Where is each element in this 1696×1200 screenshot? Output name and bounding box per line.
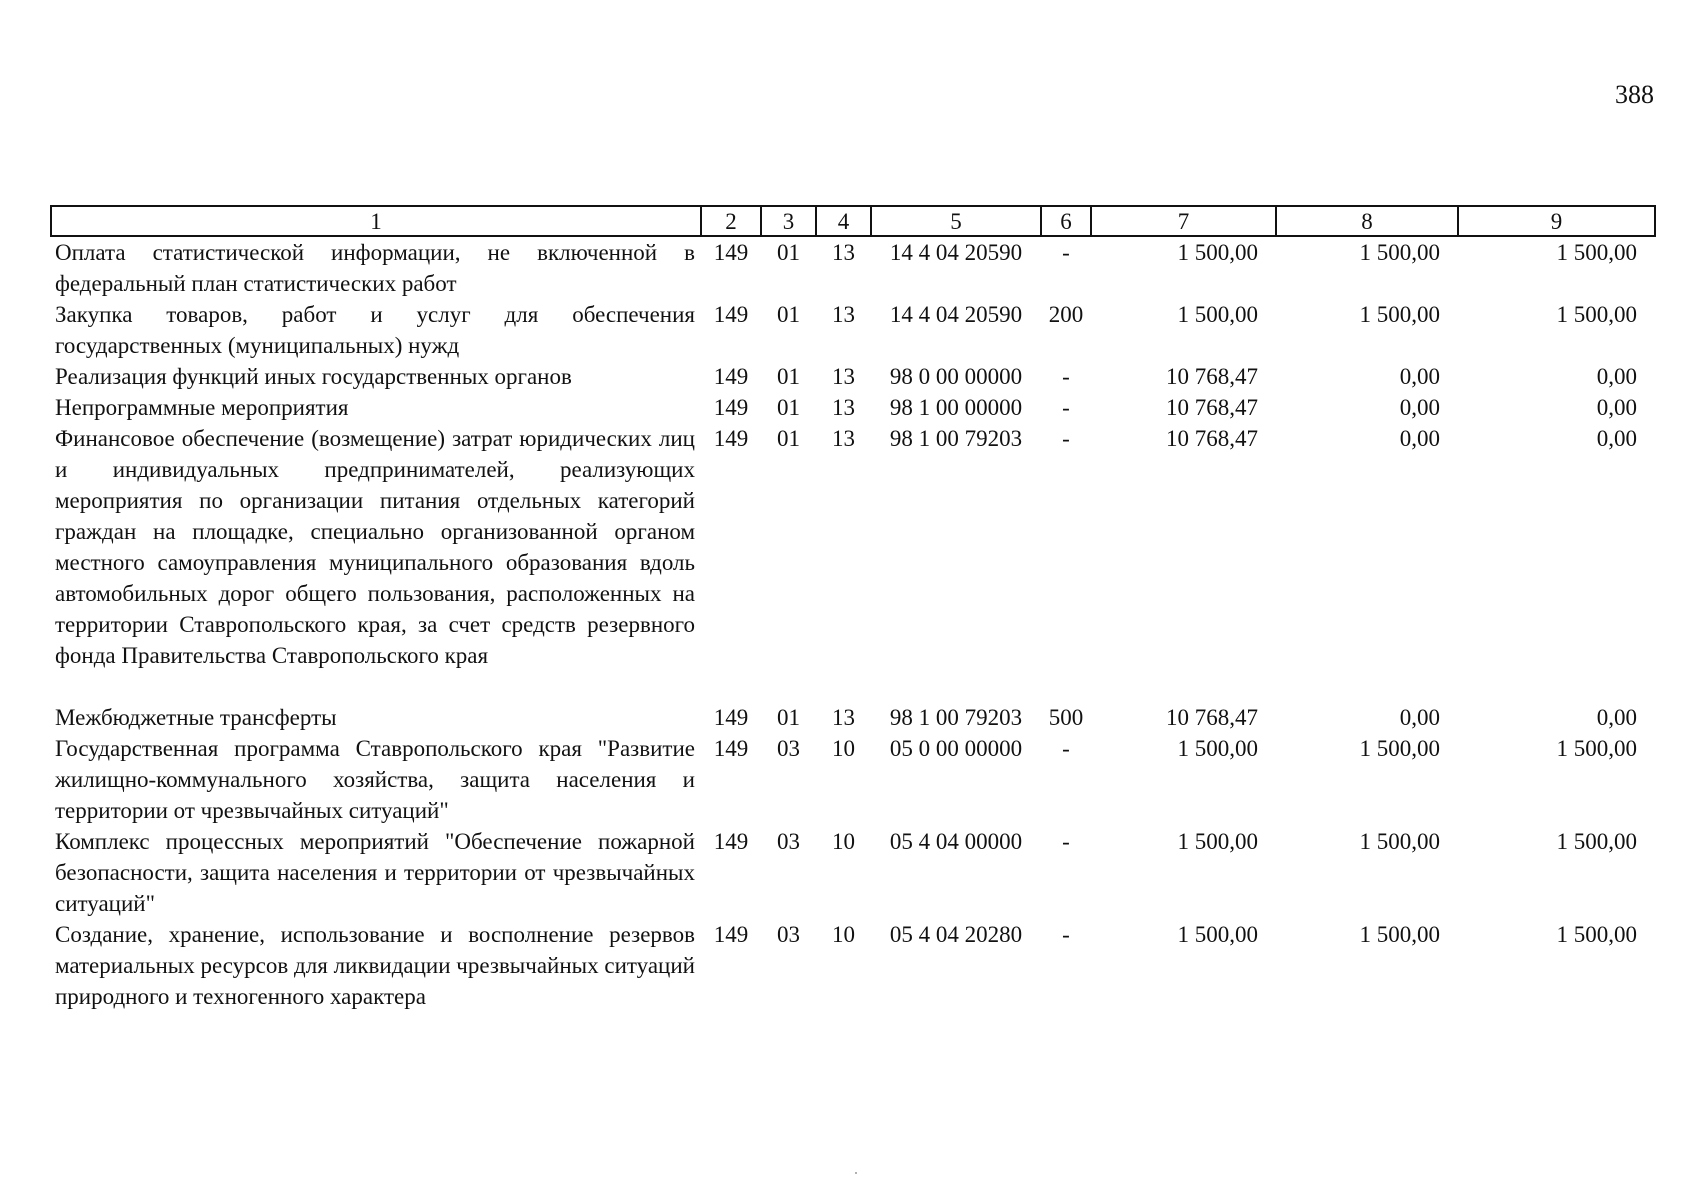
cell-target-article: 98 1 00 00000 [889,395,1023,420]
cell-section: 01 [777,302,800,327]
cell-amount-col7: 10 768,47 [1166,364,1258,389]
cell-admin-code: 149 [713,829,749,854]
cell-target-article: 05 4 04 20280 [889,922,1023,947]
table-row [51,392,1655,423]
cell-subsection: 10 [832,922,855,947]
table-row [51,919,1655,1012]
cell-admin-code: 149 [713,922,749,947]
cell-section: 03 [777,922,800,947]
cell-amount-col8: 1 500,00 [1359,302,1440,327]
cell-section: 01 [777,426,800,451]
cell-amount-col9: 1 500,00 [1556,922,1637,947]
cell-amount-col9: 1 500,00 [1556,736,1637,761]
cell-amount-col8: 1 500,00 [1359,829,1440,854]
row-name: Оплата статистической информации, не включенной в федеральный план статистических работ [55,240,695,296]
page-number: 388 [1615,80,1654,109]
cell-amount-col9: 1 500,00 [1556,829,1637,854]
cell-expense-type: - [1062,364,1070,389]
cell-amount-col7: 1 500,00 [1177,736,1258,761]
cell-amount-col9: 0,00 [1596,395,1637,420]
cell-amount-col7: 1 500,00 [1177,829,1258,854]
cell-target-article: 05 0 00 00000 [889,736,1023,761]
cell-amount-col8: 1 500,00 [1359,240,1440,265]
cell-amount-col9: 0,00 [1596,426,1637,451]
cell-subsection: 10 [832,829,855,854]
cell-target-article: 98 1 00 79203 [889,426,1023,451]
cell-expense-type: 500 [1048,705,1084,730]
cell-section: 01 [777,240,800,265]
cell-amount-col9: 0,00 [1596,364,1637,389]
table-row [51,702,1655,733]
table-row [51,299,1655,361]
cell-expense-type: - [1062,395,1070,420]
cell-admin-code: 149 [713,426,749,451]
cell-admin-code: 149 [713,302,749,327]
cell-admin-code: 149 [713,364,749,389]
row-name: Создание, хранение, использование и восполнение резервов материальных ресурсов для ликвидации чрезвычайных ситуаций природного и техногенного характера [55,922,695,1009]
table-row [51,826,1655,919]
cell-amount-col7: 1 500,00 [1177,240,1258,265]
cell-amount-col8: 0,00 [1399,426,1440,451]
cell-amount-col9: 0,00 [1596,705,1637,730]
cell-target-article: 14 4 04 20590 [889,302,1023,327]
cell-amount-col9: 1 500,00 [1556,240,1637,265]
table-row [51,236,1655,299]
column-header: 1 [51,206,701,236]
row-name: Межбюджетные трансферты [55,705,337,730]
cell-target-article: 14 4 04 20590 [889,240,1023,265]
row-name: Комплекс процессных мероприятий "Обеспечение пожарной безопасности, защита населения и территории от чрезвычайных ситуаций" [55,829,695,916]
cell-amount-col9: 1 500,00 [1556,302,1637,327]
cell-target-article: 98 0 00 00000 [889,364,1023,389]
cell-expense-type: - [1062,240,1070,265]
cell-section: 03 [777,829,800,854]
row-name: Закупка товаров, работ и услуг для обеспечения государственных (муниципальных) нужд [55,302,695,358]
column-header: 7 [1091,206,1276,236]
cell-amount-col7: 10 768,47 [1166,395,1258,420]
cell-subsection: 13 [832,426,855,451]
column-header: 4 [816,206,871,236]
row-name: Государственная программа Ставропольского края "Развитие жилищно-коммунального хозяйства, защита населения и территории от чрезвычайных ситуаций" [55,736,695,823]
column-header: 3 [761,206,816,236]
cell-admin-code: 149 [713,240,749,265]
cell-target-article: 98 1 00 79203 [889,705,1023,730]
cell-amount-col8: 1 500,00 [1359,922,1440,947]
cell-subsection: 13 [832,240,855,265]
cell-admin-code: 149 [713,736,749,761]
cell-expense-type: 200 [1048,302,1084,327]
cell-subsection: 10 [832,736,855,761]
column-header: 6 [1041,206,1091,236]
column-header: 5 [871,206,1041,236]
row-name: Непрограммные мероприятия [55,395,349,420]
cell-section: 01 [777,395,800,420]
table-header-row [51,206,1655,236]
cell-section: 01 [777,705,800,730]
cell-section: 01 [777,364,800,389]
cell-admin-code: 149 [713,395,749,420]
cell-subsection: 13 [832,364,855,389]
column-header: 8 [1276,206,1458,236]
cell-amount-col8: 0,00 [1399,395,1440,420]
cell-amount-col7: 10 768,47 [1166,426,1258,451]
cell-amount-col7: 1 500,00 [1177,302,1258,327]
column-header: 9 [1458,206,1655,236]
cell-amount-col8: 1 500,00 [1359,736,1440,761]
table-row [51,361,1655,392]
table-row [51,423,1655,702]
cell-target-article: 05 4 04 00000 [889,829,1023,854]
cell-amount-col8: 0,00 [1399,364,1440,389]
cell-expense-type: - [1062,829,1070,854]
cell-amount-col7: 10 768,47 [1166,705,1258,730]
cell-amount-col7: 1 500,00 [1177,922,1258,947]
cell-section: 03 [777,736,800,761]
cell-admin-code: 149 [713,705,749,730]
table-row [51,733,1655,826]
cell-subsection: 13 [832,302,855,327]
budget-table [50,205,1656,1012]
scan-speck [855,1172,857,1174]
cell-subsection: 13 [832,395,855,420]
cell-subsection: 13 [832,705,855,730]
row-name: Реализация функций иных государственных органов [55,364,572,389]
cell-amount-col8: 0,00 [1399,705,1440,730]
cell-expense-type: - [1062,426,1070,451]
row-name: Финансовое обеспечение (возмещение) затрат юридических лиц и индивидуальных предпринимателей, реализующих мероприятия по организации питания отдельных категорий граждан на площадке, специально организованной органом местного самоуправления муниципального образования вдоль автомобильных дорог общего пользования, расположенных на территории Ставропольского края, за счет средств резервного фонда Правительства Ставропольского края [55,426,695,668]
cell-expense-type: - [1062,922,1070,947]
cell-expense-type: - [1062,736,1070,761]
column-header: 2 [701,206,761,236]
